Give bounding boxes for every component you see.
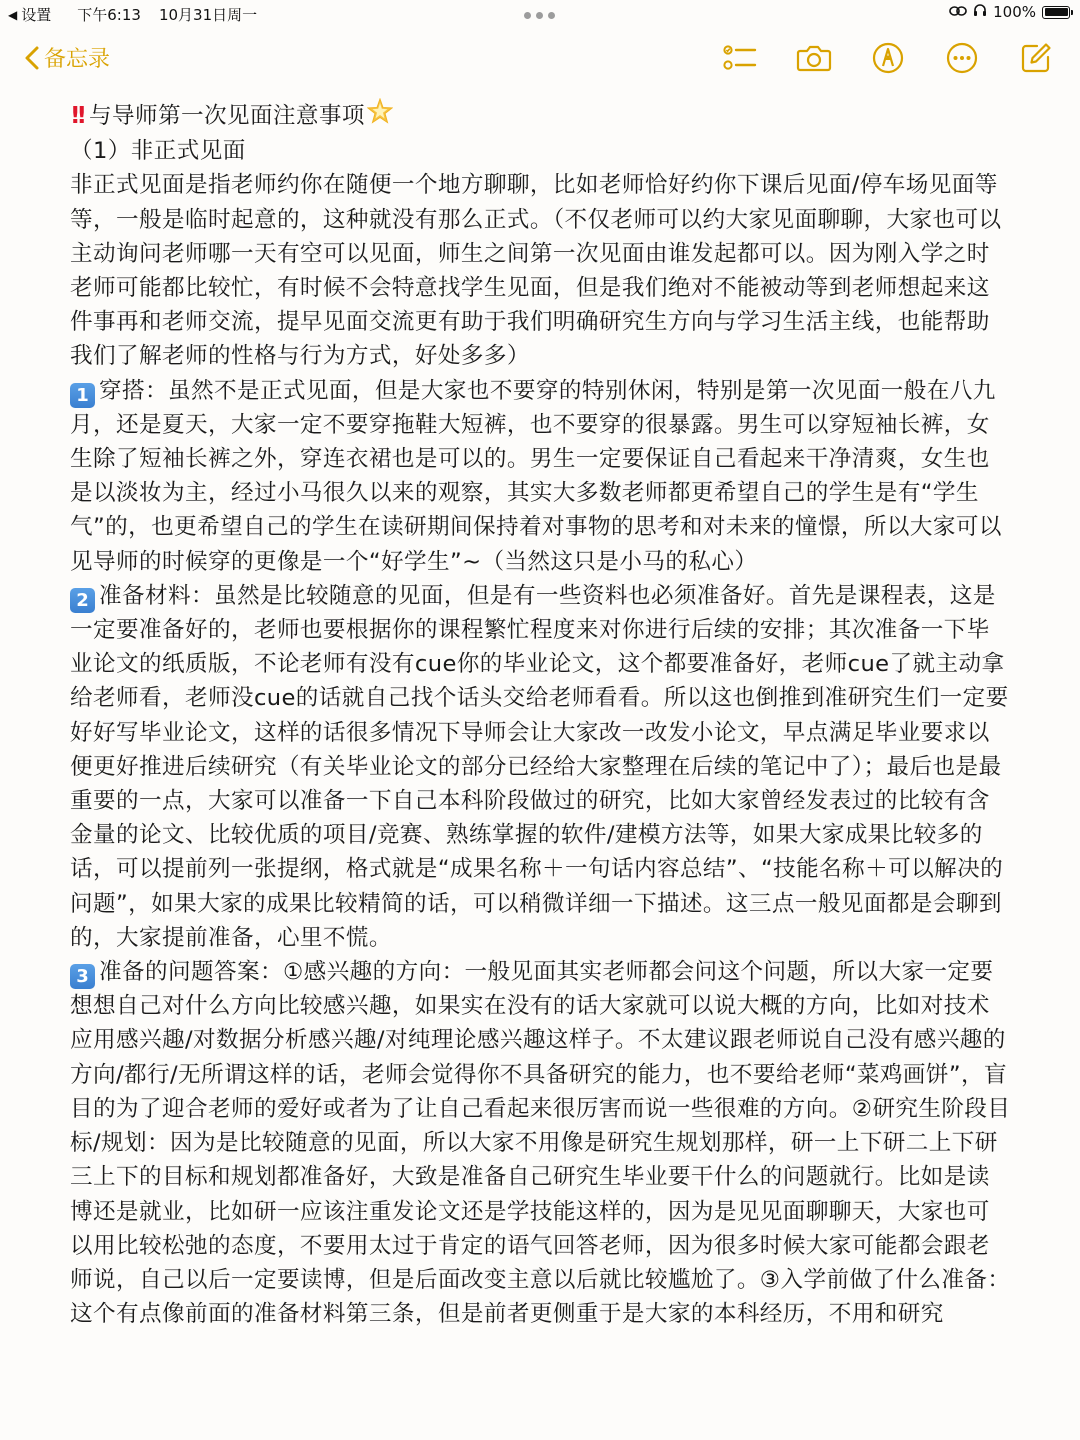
double-exclamation-icon: !!	[70, 103, 83, 129]
markup-pen-icon[interactable]	[870, 40, 906, 76]
more-icon[interactable]	[944, 40, 980, 76]
section-heading: （1）非正式见面	[70, 138, 246, 165]
keycap-3-icon: 3	[70, 964, 95, 989]
status-back-app[interactable]: 设置	[21, 6, 52, 24]
status-right	[949, 3, 1070, 21]
item-3-paragraph	[70, 955, 1012, 1331]
note-title: 与导师第一次见面注意事项	[88, 103, 365, 129]
multitask-dots-icon[interactable]	[524, 12, 555, 19]
battery-percent: 100%	[993, 3, 1036, 21]
glowing-star-icon	[367, 98, 393, 134]
note-title-line	[70, 98, 1012, 134]
camera-icon[interactable]	[796, 40, 832, 76]
status-time: 下午6:13	[77, 6, 141, 24]
item-1-text: 穿搭：虽然不是正式见面，但是大家也不要穿的特别休闲，特别是第一次见面一般在八九月，还是夏天，大家一定不要穿拖鞋大短裤，也不要穿的很暴露。男生可以穿短袖长裤，女生除了短袖长裤之外，穿连衣裙也是可以的。男生一定要保证自己看起来干净清爽，女生也是以淡妆为主，经过小马很久以来的观察，其实大多数老师都更希望自己的学生是有“学生气”的，也更希望自己的学生在读研期间保持着对事物的思考和对未来的憧憬，所以大家可以见导师的时候穿的更像是一个“好学生”~（当然这只是小马的私心）	[70, 377, 1002, 575]
checklist-icon[interactable]	[722, 40, 758, 76]
item-2-text: 准备材料：虽然是比较随意的见面，但是有一些资料也必须准备好。首先是课程表，这是一定要准备好的，老师也要根据你的课程繁忙程度来对你进行后续的安排；其次准备一下毕业论文的纸质版，不论老师有没有cue你的毕业论文，这个都要准备好，老师cue了就主动拿给老师看，老师没cue的话就自己找个话头交给老师看看。所以这也倒推到准研究生们一定要好好写毕业论文，这样的话很多情况下导师会让大家改一改发小论文，早点满足毕业要求以便更好推进后续研究（有关毕业论文的部分已经给大家整理在后续的笔记中了）；最后也是最重要的一点，大家可以准备一下自己本科阶段做过的研究，比如大家曾经发表过的比较有含金量的论文、比较优质的项目/竞赛、熟练掌握的软件/建模方法等，如果大家成果比较多的话，可以提前列一张提纲，格式就是“成果名称＋一句话内容总结”、“技能名称＋可以解决的问题”，如果大家的成果比较精简的话，可以稍微详细一下描述。这三点一般见面都是会聊到的，大家提前准备，心里不慌。	[70, 582, 1009, 951]
item-2-paragraph	[70, 579, 1012, 955]
compose-icon[interactable]	[1018, 40, 1054, 76]
back-to-notes-button[interactable]	[24, 42, 110, 73]
item-3-text: 准备的问题答案：①感兴趣的方向：一般见面其实老师都会问这个问题，所以大家一定要想想自己对什么方向比较感兴趣，如果实在没有的话大家就可以说大概的方向，比如对技术应用感兴趣/对数据分析感兴趣/对纯理论感兴趣这样子。不太建议跟老师说自己没有感兴趣的方向/都行/无所谓这样的话，老师会觉得你不具备研究的能力，也不要给老师“菜鸡画饼”，盲目的为了迎合老师的爱好或者为了让自己看起来很厉害而说一些很难的方向。②研究生阶段目标/规划：因为是比较随意的见面，所以大家不用像是研究生规划那样，研一上下研二上下研三上下的目标和规划都准备好，大致是准备自己研究生毕业要干什么的问题就行。比如是读博还是就业，比如研一应该注重发论文还是学技能这样的，因为是见见面聊聊天，大家也可以用比较松弛的态度，不要用太过于肯定的语气回答老师，因为很多时候大家可能都会跟老师说，自己以后一定要读博，但是后面改变主意以后就比较尴尬了。③入学前做了什么准备：这个有点像前面的准备材料第三条，但是前者更侧重于是大家的本科经历，不用和研究	[70, 959, 1011, 1328]
intro-paragraph: 非正式见面是指老师约你在随便一个地方聊聊，比如老师恰好约你下课后见面/停车场见面等等，一般是临时起意的，这种就没有那么正式。（不仅老师可以约大家见面聊聊，大家也可以主动询问老师哪一天有空可以见面，师生之间第一次见面由谁发起都可以。因为刚入学之时老师可能都比较忙，有时候不会特意找学生见面，但是我们绝对不能被动等到老师想起来这件事再和老师交流，提早见面交流更有助于我们明确研究生方向与学习生活主线，也能帮助我们了解老师的性格与行为方式，好处多多）	[70, 172, 1002, 370]
toolbar-icons	[722, 40, 1054, 76]
battery-icon	[1042, 6, 1070, 19]
status-date: 10月31日周一	[158, 6, 258, 24]
keycap-1-icon: 1	[70, 383, 95, 408]
status-left	[8, 4, 257, 25]
back-label[interactable]: 备忘录	[44, 47, 111, 72]
status-bar	[0, 0, 1080, 28]
back-triangle-icon[interactable]: ◀	[8, 7, 18, 22]
headphones-icon	[973, 3, 987, 21]
link-icon	[949, 3, 967, 21]
chevron-left-icon	[24, 45, 40, 71]
note-body[interactable]	[70, 98, 1012, 1331]
notes-toolbar	[0, 38, 1080, 82]
keycap-2-icon: 2	[70, 588, 95, 613]
item-1-paragraph	[70, 374, 1012, 579]
